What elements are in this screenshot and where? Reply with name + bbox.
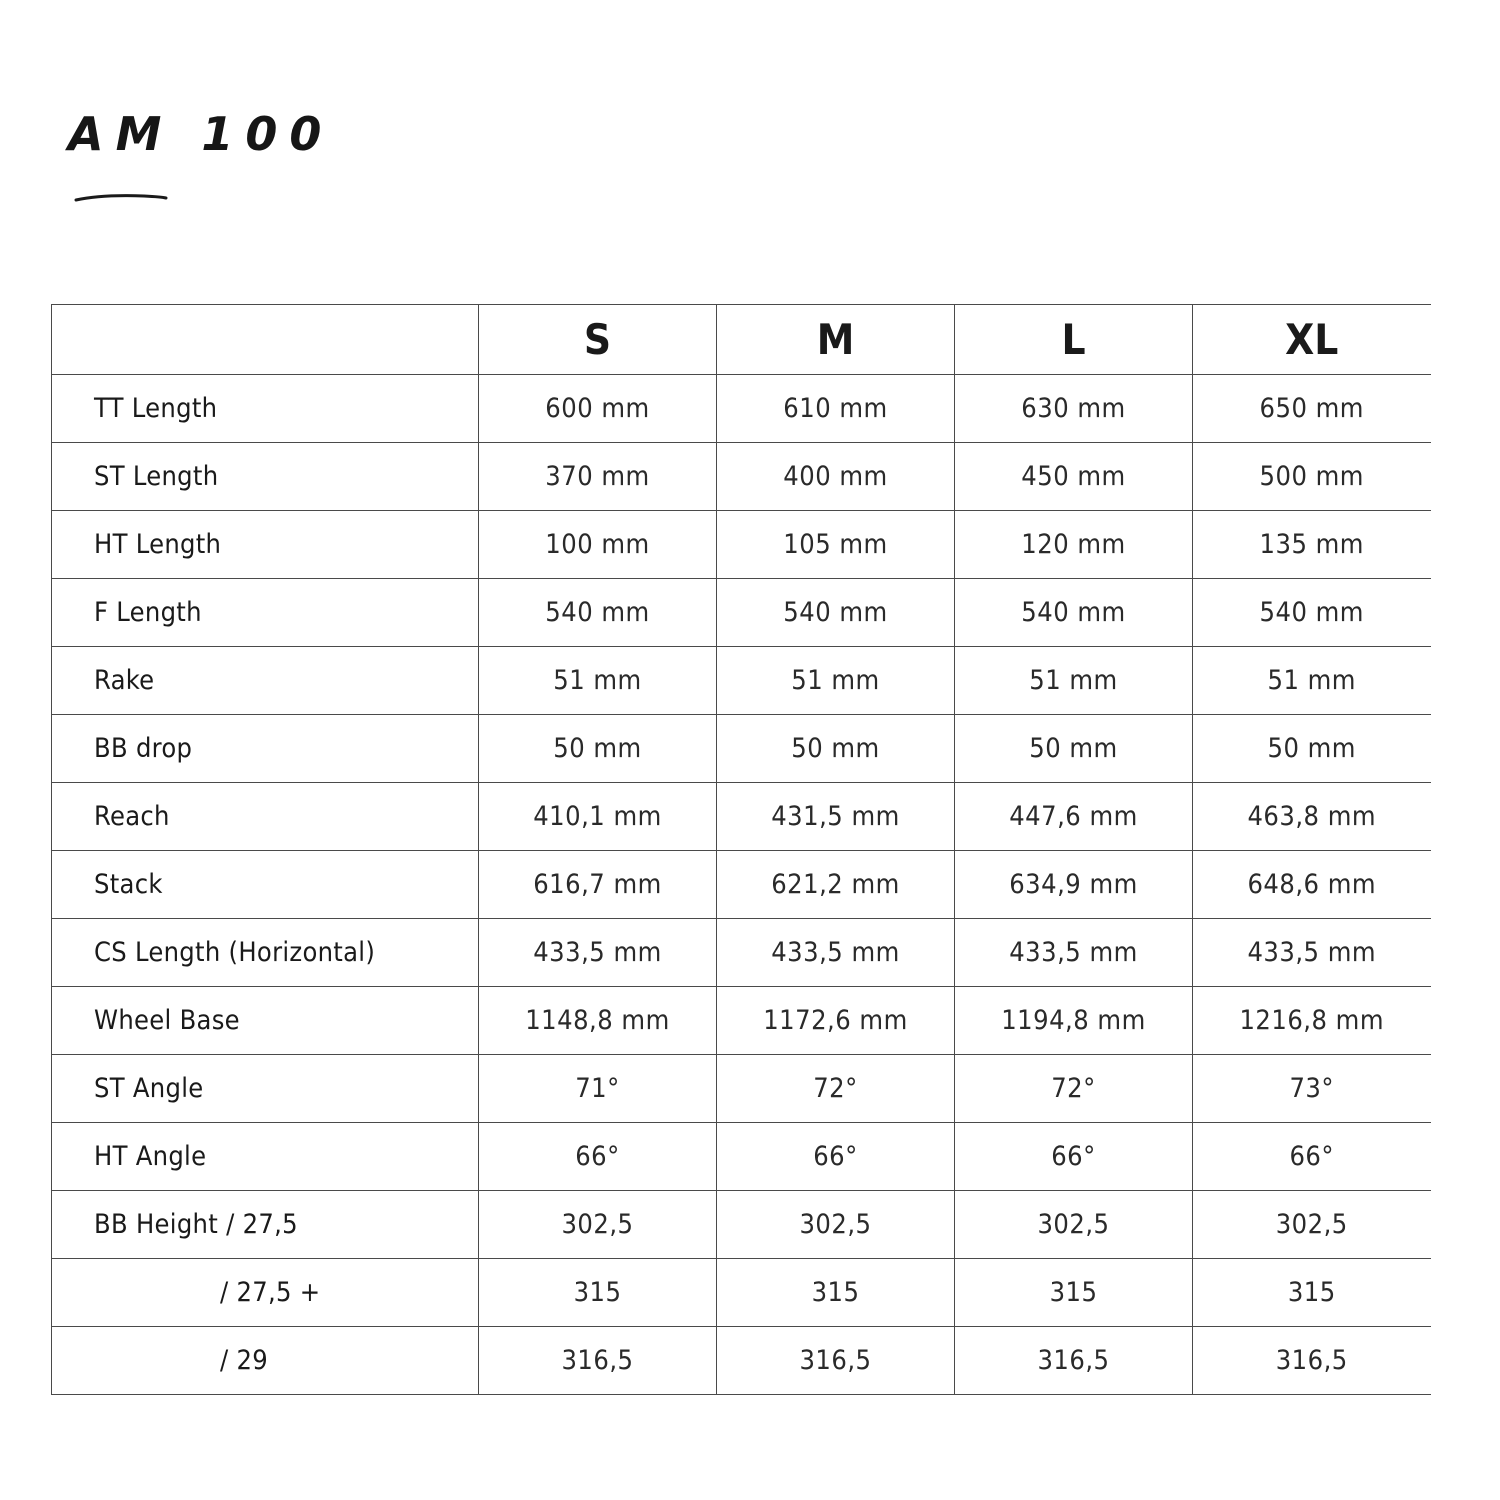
row-label: Reach [52, 783, 479, 851]
table-row [52, 987, 1431, 1055]
row-label: / 29 [52, 1327, 479, 1395]
table-cell: 621,2 mm [717, 851, 955, 919]
table-cell: 315 [479, 1259, 717, 1327]
table-cell: 463,8 mm [1193, 783, 1431, 851]
table-cell: 433,5 mm [717, 919, 955, 987]
table-row [52, 1191, 1431, 1259]
table-cell: 433,5 mm [479, 919, 717, 987]
row-label: F Length [52, 579, 479, 647]
table-row [52, 1123, 1431, 1191]
table-cell: 315 [955, 1259, 1193, 1327]
row-label: Stack [52, 851, 479, 919]
table-cell: 616,7 mm [479, 851, 717, 919]
table-cell: 540 mm [955, 579, 1193, 647]
row-label: HT Angle [52, 1123, 479, 1191]
table-row [52, 443, 1431, 511]
table-row [52, 851, 1431, 919]
table-cell: 1216,8 mm [1193, 987, 1431, 1055]
table-header-row [52, 305, 1431, 375]
table-cell: 315 [717, 1259, 955, 1327]
table-cell: 135 mm [1193, 511, 1431, 579]
size-header: L [955, 305, 1193, 375]
table-row [52, 715, 1431, 783]
table-cell: 51 mm [955, 647, 1193, 715]
size-header: S [479, 305, 717, 375]
table-cell: 433,5 mm [955, 919, 1193, 987]
table-cell: 650 mm [1193, 375, 1431, 443]
size-header: M [717, 305, 955, 375]
table-cell: 66° [955, 1123, 1193, 1191]
table-cell: 447,6 mm [955, 783, 1193, 851]
row-label: ST Angle [52, 1055, 479, 1123]
table-cell: 600 mm [479, 375, 717, 443]
table-cell: 648,6 mm [1193, 851, 1431, 919]
header-corner-cell [52, 305, 479, 375]
row-label: TT Length [52, 375, 479, 443]
table-cell: 610 mm [717, 375, 955, 443]
row-label: BB drop [52, 715, 479, 783]
table-cell: 73° [1193, 1055, 1431, 1123]
table-cell: 51 mm [479, 647, 717, 715]
table-cell: 1194,8 mm [955, 987, 1193, 1055]
table-cell: 400 mm [717, 443, 955, 511]
table-row [52, 1055, 1431, 1123]
table-cell: 634,9 mm [955, 851, 1193, 919]
table-cell: 316,5 [1193, 1327, 1431, 1395]
table-cell: 433,5 mm [1193, 919, 1431, 987]
table-cell: 50 mm [479, 715, 717, 783]
table-row [52, 511, 1431, 579]
table-cell: 431,5 mm [717, 783, 955, 851]
table-cell: 1172,6 mm [717, 987, 955, 1055]
table-cell: 66° [717, 1123, 955, 1191]
size-header: XL [1193, 305, 1431, 375]
row-label: ST Length [52, 443, 479, 511]
table-row [52, 579, 1431, 647]
brush-underline [74, 188, 170, 206]
table-cell: 316,5 [479, 1327, 717, 1395]
row-label: Wheel Base [52, 987, 479, 1055]
row-label: CS Length (Horizontal) [52, 919, 479, 987]
table-cell: 540 mm [1193, 579, 1431, 647]
table-cell: 450 mm [955, 443, 1193, 511]
table-cell: 50 mm [1193, 715, 1431, 783]
table-cell: 540 mm [717, 579, 955, 647]
table-cell: 51 mm [1193, 647, 1431, 715]
table-cell: 302,5 [717, 1191, 955, 1259]
table-cell: 410,1 mm [479, 783, 717, 851]
table-row [52, 1259, 1431, 1327]
table-cell: 370 mm [479, 443, 717, 511]
geometry-table [51, 304, 1431, 1395]
table-cell: 500 mm [1193, 443, 1431, 511]
table-row [52, 1327, 1431, 1395]
table-cell: 50 mm [717, 715, 955, 783]
table-cell: 540 mm [479, 579, 717, 647]
table-cell: 302,5 [1193, 1191, 1431, 1259]
table-cell: 120 mm [955, 511, 1193, 579]
table-row [52, 375, 1431, 443]
table-cell: 105 mm [717, 511, 955, 579]
table-cell: 100 mm [479, 511, 717, 579]
table-row [52, 783, 1431, 851]
table-cell: 66° [1193, 1123, 1431, 1191]
table-cell: 302,5 [955, 1191, 1193, 1259]
table-cell: 72° [955, 1055, 1193, 1123]
row-label: BB Height / 27,5 [52, 1191, 479, 1259]
row-label: / 27,5 + [52, 1259, 479, 1327]
table-cell: 71° [479, 1055, 717, 1123]
table-cell: 302,5 [479, 1191, 717, 1259]
table-cell: 316,5 [955, 1327, 1193, 1395]
table-row [52, 647, 1431, 715]
table-cell: 51 mm [717, 647, 955, 715]
table-row [52, 919, 1431, 987]
table-cell: 66° [479, 1123, 717, 1191]
table-cell: 315 [1193, 1259, 1431, 1327]
table-cell: 72° [717, 1055, 955, 1123]
table-cell: 50 mm [955, 715, 1193, 783]
table-cell: 316,5 [717, 1327, 955, 1395]
page-title: AM 100 [68, 107, 334, 161]
table-cell: 1148,8 mm [479, 987, 717, 1055]
row-label: HT Length [52, 511, 479, 579]
row-label: Rake [52, 647, 479, 715]
table-cell: 630 mm [955, 375, 1193, 443]
